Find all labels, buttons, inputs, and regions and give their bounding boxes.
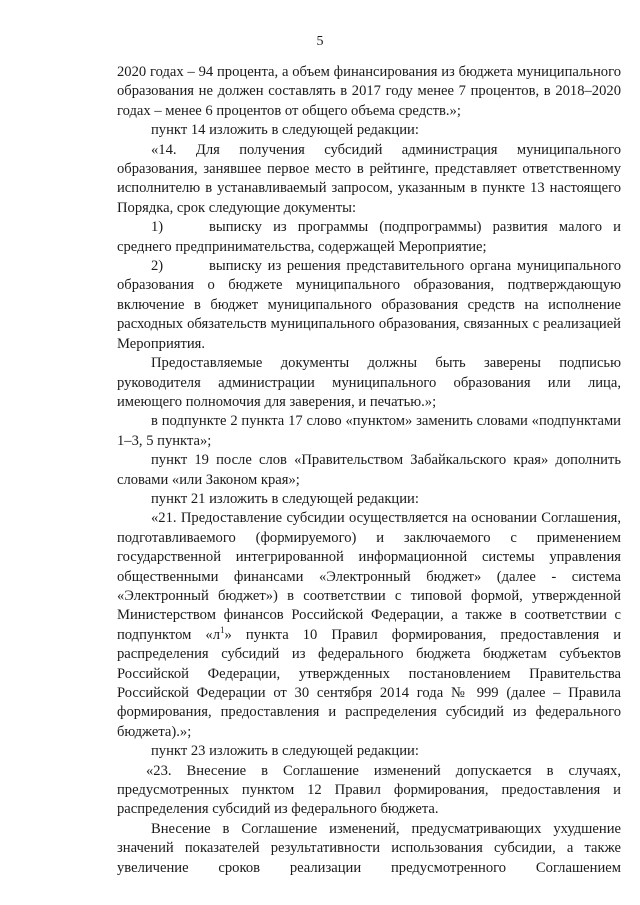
paragraph-item-23-instruction: пункт 23 изложить в следующей редакции: <box>151 743 419 760</box>
paragraph-item-21-instruction: пункт 21 изложить в следующей редакции: <box>151 490 419 507</box>
paragraph-item-14: «14. Для получения субсидий администрация муниципального образования, занявшее первое место в рейтинге, представляет ответственному исполнителю в устанавливаемый запросом, указанным в пункте 13 настоящего Порядка, срок следующие документы: <box>117 141 621 216</box>
paragraph-item-21-part-b: » пункта 10 Правил формирования, предоставления и распределения субсидий из федерального бюджета бюджетам субъектов Российской Федерации, утвержденных постановлением Правительства Российской Федерации от 30 сентября 2014 года № 999 (далее – Правила формирования, предоставления и распределения субсидий из федерального бюджета).»; <box>117 626 622 740</box>
paragraph-item-17-change: в подпункте 2 пункта 17 слово «пунктом» заменить словами «подпунктами 1–3, 5 пункта»; <box>117 413 621 449</box>
paragraph-item-23: «23. Внесение в Соглашение изменений допускается в случаях, предусмотренных пунктом 12 Правил формирования, предоставления и распределения субсидий из федерального бюджета. <box>117 762 621 818</box>
list-text-2: выписку из решения представительного органа муниципального образования о бюджете муниципального образования, подтверждающую включение в бюджет муниципального образования средств на исполнение расходных обязательств муниципального образования, связанных с реализацией Мероприятия. <box>117 258 621 352</box>
page-number: 5 <box>316 34 324 49</box>
paragraph-item-19-change: пункт 19 после слов «Правительством Забайкальского края» дополнить словами «или Законом края»; <box>117 452 621 488</box>
paragraph-agreement-changes: Внесение в Соглашение изменений, предусматривающих ухудшение значений показателей результативности использования субсидии, а также увеличение сроков реализации предусмотренного Соглашением <box>117 820 621 876</box>
paragraph-continuation: 2020 годах – 94 процента, а объем финансирования из бюджета муниципального образования не должен составлять в 2017 году менее 7 процентов, в 2018–2020 годах – менее 6 процентов от общего объема средств.»; <box>117 64 621 119</box>
paragraph-item-21 <box>117 509 621 742</box>
paragraph-documents-certification: Предоставляемые документы должны быть заверены подписью руководителя администрации муниципального образования или лица, имеющего полномочия для заверения, и печатью.»; <box>117 355 621 410</box>
document-body <box>117 63 621 878</box>
paragraph-item-21-part-a: «21. Предоставление субсидии осуществляется на основании Соглашения, подготавливаемого (формируемого) и заключаемого с применением государственной интегрированной информационной системы управления общественными финансами «Электронный бюджет» (далее - система «Электронный бюджет») в соответствии с типовой формой, утвержденной Министерством финансов Российской Федерации, а также в соответствии с подпунктом «л <box>117 510 621 643</box>
superscript-index: 1 <box>220 624 225 635</box>
list-number-2: 2) <box>151 258 164 275</box>
list-text-1: выписку из программы (подпрограммы) развития малого и среднего предпринимательства, содержащей Мероприятие; <box>117 219 621 255</box>
paragraph-item-14-instruction: пункт 14 изложить в следующей редакции: <box>151 122 419 139</box>
list-item-1 <box>117 218 621 257</box>
list-number-1: 1) <box>151 219 164 236</box>
list-item-2 <box>117 257 621 354</box>
